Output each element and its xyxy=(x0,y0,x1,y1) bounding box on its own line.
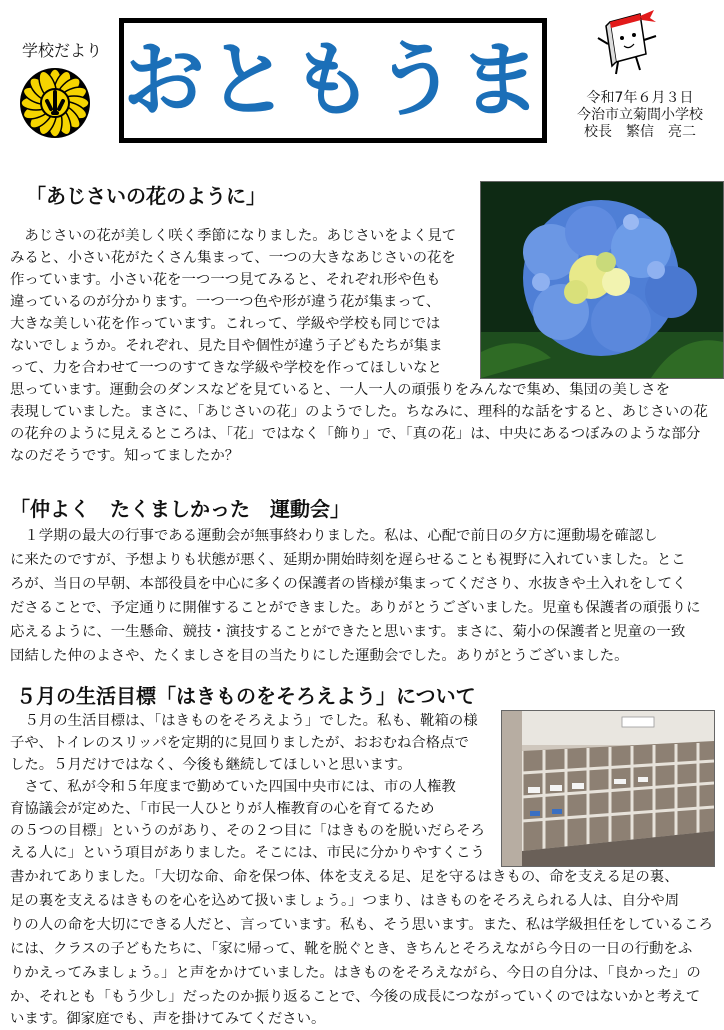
section1-line: なのだそうです。知ってましたか？ xyxy=(10,448,240,464)
newsletter-title-box xyxy=(119,18,547,143)
hydrangea-photo xyxy=(480,181,724,379)
section2-line: に来たのですが、予想よりも状態が悪く、延期か開始時刻を遅らせることも視野に入れていました。とこ xyxy=(10,552,686,568)
section3-line: さて、私が令和５年度まで勤めていた四国中央市には、市の人権教 xyxy=(10,779,456,795)
section2-line: ろが、当日の早朝、本部役員を中心に多くの保護者の皆様が集まってくださり、水抜きや土入れをしてく xyxy=(10,576,687,592)
section2-heading: 「仲よく たくましかった 運動会」 xyxy=(10,497,350,521)
section1-line: って、力を合わせて一つのすてきな学級や学校を作ってほしいなと xyxy=(10,360,442,376)
section3-line: りの人の命を大切にできる人だと、言っています。私も、そう思います。また、私は学級担任をしているころ xyxy=(10,917,713,933)
section2-line: １学期の最大の行事である運動会が無事終わりました。私は、心配で前日の夕方に運動場を確認し xyxy=(10,528,658,544)
section1-line: みると、小さい花がたくさん集まって、一つの大きなあじさいの花を xyxy=(10,250,456,266)
section2-line: 応えるように、一生懸命、競技・演技することができたと思います。まさに、菊小の保護者と児童の一致 xyxy=(10,624,686,640)
section3-line: 書かれてありました。「大切な命、命を保つ体、体を支える足、足を守るはきもの、命を支える足の裏、 xyxy=(10,869,679,885)
section1-line: 表現していました。まさに、「あじさいの花」のようでした。ちなみに、理科的な話をすると、あじさいの花 xyxy=(10,404,708,420)
school-name: 今治市立菊間小学校 xyxy=(577,107,703,123)
section2-line: ださることで、予定通りに開催することができました。ありがとうございました。児童も保護者の頑張りに xyxy=(10,600,701,616)
section1-line: 違っているのが分かります。一つ一つ色や形が違う花が集まって、 xyxy=(10,294,441,310)
section1-line: あじさいの花が美しく咲く季節になりました。あじさいをよく見て xyxy=(10,228,457,244)
section3-line: います。御家庭でも、声を掛けてみてください。 xyxy=(10,1011,326,1027)
section3-line: の５つの目標」というのがあり、その２つ目に「はきものを脱いだらそろ xyxy=(10,823,485,839)
school-emblem-icon xyxy=(18,66,92,140)
section2-line: 団結した仲のよさや、たくましさを目の当たりにした運動会でした。ありがとうございました。 xyxy=(10,648,629,664)
section3-line: りかえってみましょう。」と声をかけていました。はきものをそろえながら、今日の自分は、「良かった」の xyxy=(10,965,701,981)
newsletter-title: おともうま xyxy=(123,32,544,128)
header-info xyxy=(560,90,720,141)
section1-heading: 「あじさいの花のように」 xyxy=(26,184,266,208)
issue-date: 令和7年６月３日 xyxy=(586,90,694,106)
section1-line: ないでしょうか。それぞれ、見た目や個性が違う子どもたちが集ま xyxy=(10,338,443,354)
section1-line: 大きな美しい花を作っています。これって、学級や学校も同じでは xyxy=(10,316,441,332)
section3-heading: ５月の生活目標「はきものをそろえよう」について xyxy=(16,684,476,708)
school-newsletter-label: 学校だより xyxy=(22,41,103,60)
section1-line: 思っています。運動会のダンスなどを見ていると、一人一人の頑張りをみんなで集め、集団の美しさを xyxy=(10,382,670,398)
section3-line: 育協議会が定めた、「市民一人ひとりが人権教育の心を育てるため xyxy=(10,801,435,817)
shoe-rack-photo xyxy=(501,710,715,867)
section3-line: か、それとも「もう少し」だったのか振り返ることで、今後の成長につながっていくのではないかと考えて xyxy=(10,989,701,1005)
section3-line: には、クラスの子どもたちに、「家に帰って、靴を脱ぐとき、きちんとそろえながら今日の一日の行動をふ xyxy=(10,941,693,957)
section1-line: の花弁のように見えるところは、「花」ではなく「飾り」で、「真の花」は、中央にあるつぼみのような部分 xyxy=(10,426,701,442)
section3-line: 子や、トイレのスリッパを定期的に見回りましたが、おおむね合格点で xyxy=(10,735,469,751)
section3-line: 足の裏を支えるはきものを心を込めて扱いましょう。」つまり、はきものをそろえられる人は、自分や周 xyxy=(10,893,680,909)
principal-name: 校長 繁信 亮二 xyxy=(584,124,696,140)
section3-line: した。５月だけではなく、今後も継続してほしいと思います。 xyxy=(10,757,412,773)
section1-line: 作っています。小さい花を一つ一つ見てみると、それぞれ形や色も xyxy=(10,272,441,288)
section3-line: える人に」という項目がありました。そこには、市民に分かりやすくこう xyxy=(10,845,485,861)
section3-line: ５月の生活目標は、「はきものをそろえよう」でした。私も、靴箱の様 xyxy=(10,713,478,729)
book-mascot-icon xyxy=(590,8,670,78)
